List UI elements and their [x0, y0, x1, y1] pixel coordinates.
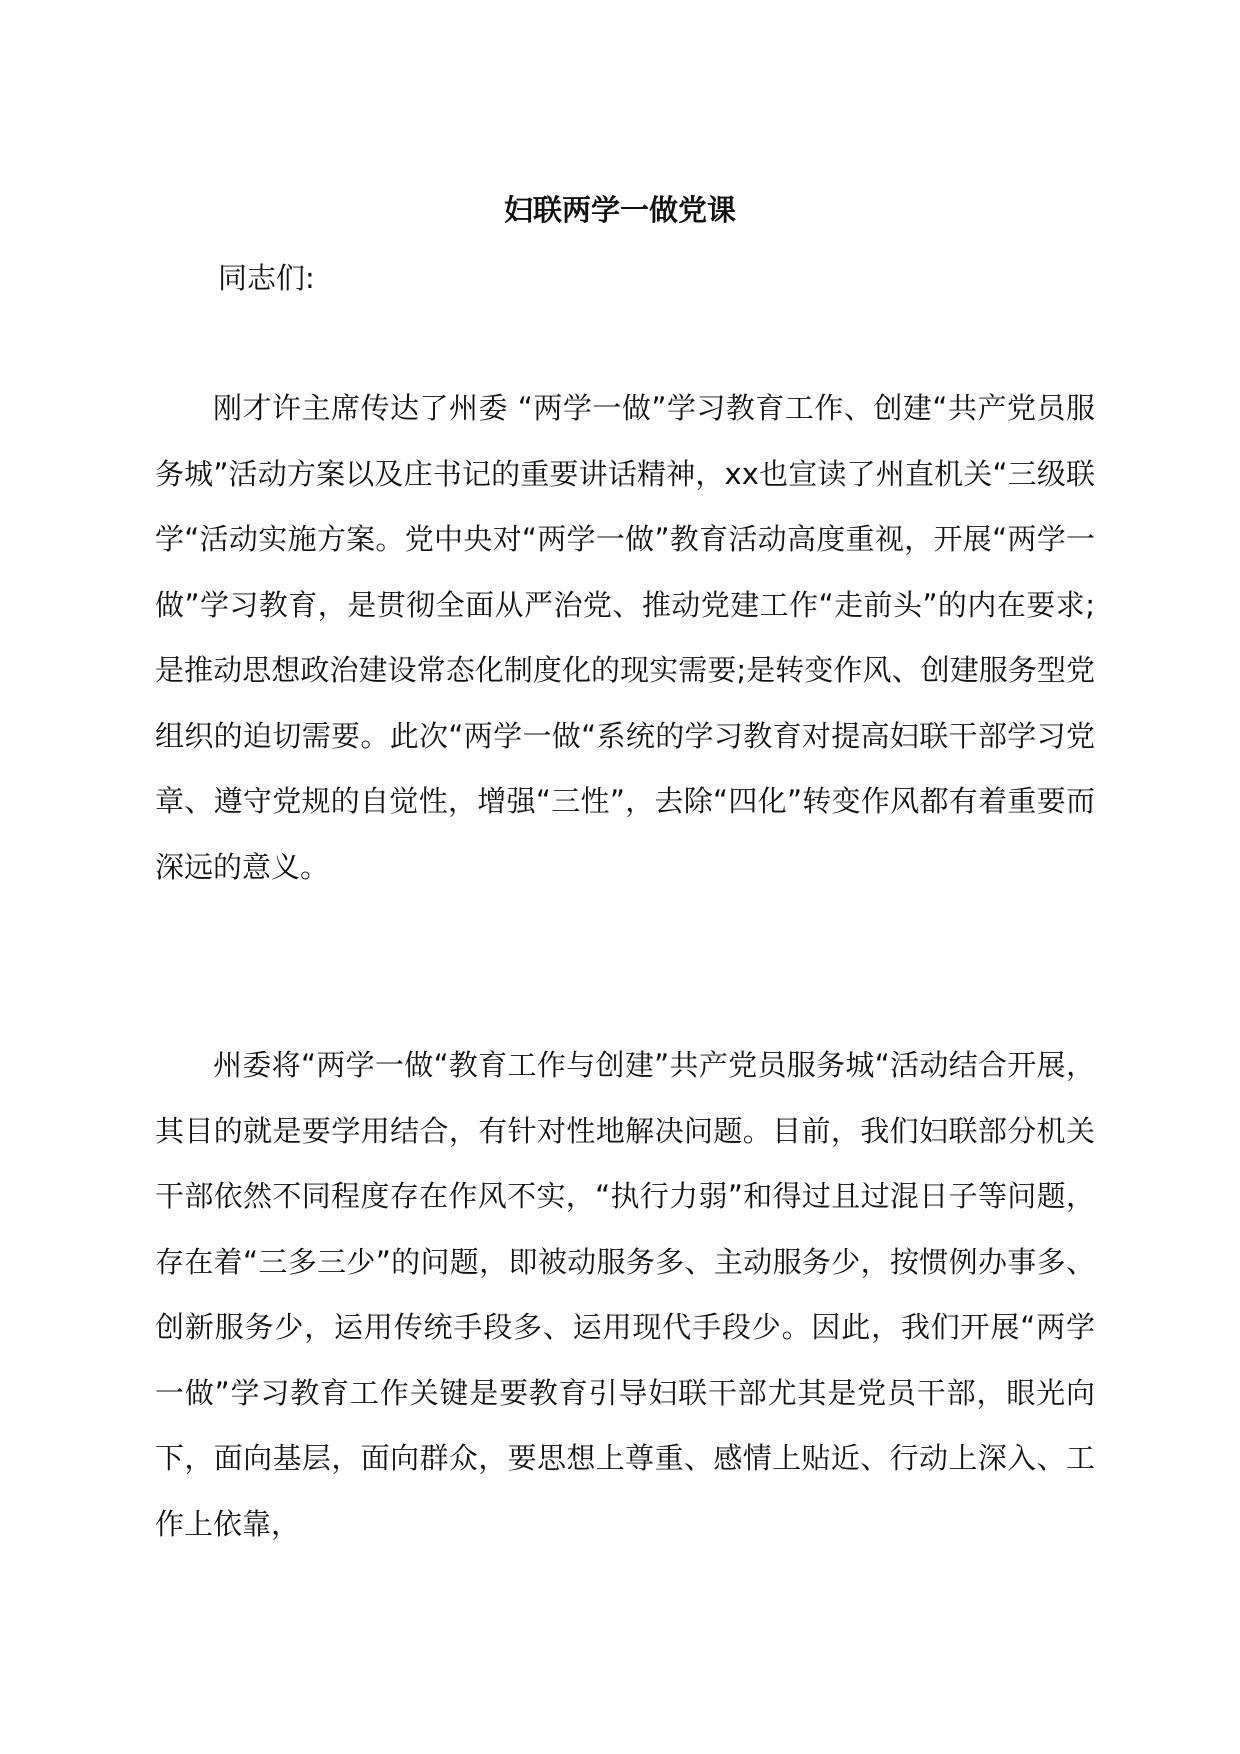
document-title: 妇联两学一做党课	[503, 193, 736, 227]
body-paragraph-1: 刚才许主席传达了州委 “两学一做”学习教育工作、创建“共产党员服务城”活动方案以及庄书记的重要讲话精神，xx也宣读了州直机关“三级联学“活动实施方案。党中央对“两学一做”教育活动高度重视，开展“两学一做”学习教育，是贯彻全面从严治党、推动党建工作“走前头”的内在要求;是推动思想政治建设常态化制度化的现实需要;是转变作风、创建服务型党组织的迫切需要。此次“两学一做“系统的学习教育对提高妇联干部学习党章、遵守党规的自觉性，增强“三性”，去除“四化”转变作风都有着重要而深远的意义。	[155, 391, 1095, 884]
body-paragraph-2: 州委将“两学一做“教育工作与创建”共产党员服务城“活动结合开展，其目的就是要学用结合，有针对性地解决问题。目前，我们妇联部分机关干部依然不同程度存在作风不实，“执行力弱”和得过且过混日子等问题，存在着“三多三少”的问题，即被动服务多、主动服务少，按惯例办事多、创新服务少，运用传统手段多、运用现代手段少。因此，我们开展“两学一做”学习教育工作关键是要教育引导妇联干部尤其是党员干部，眼光向下，面向基层，面向群众，要思想上尊重、感情上贴近、行动上深入、工作上依靠，	[155, 1048, 1095, 1541]
salutation: 同志们:	[218, 261, 315, 295]
